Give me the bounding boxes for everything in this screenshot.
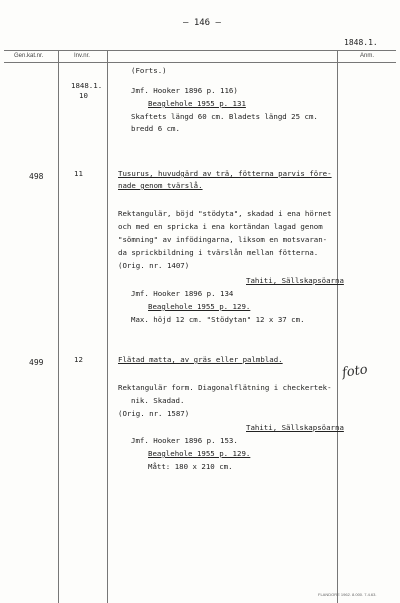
description-line: Rektangulär, böjd "stödyta", skadad i ena hörnet	[118, 209, 332, 218]
inventory-reference: 1848.1.	[71, 81, 103, 90]
page-reference: 1848.1.	[344, 38, 378, 47]
catalog-number: 499	[29, 358, 44, 367]
column-divider-2	[107, 50, 108, 603]
inventory-number: 11	[74, 169, 83, 178]
column-header-genkat: Gen.kat.nr.	[14, 53, 44, 59]
description-line: Rektangulär form. Diagonalflätning i checkertek-	[118, 383, 332, 392]
measurement-line: Max. höjd 12 cm. "Stödytan" 12 x 37 cm.	[131, 315, 305, 324]
column-header-anm: Anm.	[360, 53, 375, 59]
reference-line: Jmf. Hooker 1896 p. 134	[131, 289, 234, 298]
print-footer: FLANDORE 1962. 8.000. 7.4.63.	[318, 592, 377, 597]
item-title: Tusurus, huvudgärd av trä, fötterna parvis före-	[118, 169, 332, 178]
description-line: och med en spricka i ena kortändan lagad genom	[118, 222, 323, 231]
handwritten-annotation: foto	[341, 362, 369, 381]
measurement-line: Mått: 180 x 210 cm.	[148, 462, 233, 471]
reference-line: Jmf. Hooker 1896 p. 116)	[131, 86, 238, 95]
inventory-number: 12	[74, 355, 83, 364]
page-number: – 146 –	[183, 18, 221, 28]
description-line: (Orig. nr. 1407)	[118, 261, 190, 270]
item-title: Flätad matta, av gräs eller palmblad.	[118, 355, 283, 364]
measurement-line: bredd 6 cm.	[131, 124, 180, 133]
reference-line: Beaglehole 1955 p. 129.	[148, 302, 251, 311]
measurement-line: Skaftets längd 60 cm. Bladets längd 25 cm.	[131, 112, 318, 121]
location: Tahiti, Sällskapsöarna	[246, 423, 344, 432]
description-line: nik. Skadad.	[131, 396, 185, 405]
description-line: "sömning" av infödingarna, liksom en motsvaran-	[118, 235, 328, 244]
description-line: (Orig. nr. 1587)	[118, 409, 190, 418]
item-title: nade genom tvärslå.	[118, 181, 203, 190]
inventory-number: 10	[79, 91, 88, 100]
description-line: da sprickbildning i tvärslån mellan fötterna.	[118, 248, 319, 257]
reference-line: Beaglehole 1955 p. 131	[148, 99, 246, 108]
reference-line: Beaglehole 1955 p. 129.	[148, 449, 251, 458]
location: Tahiti, Sällskapsöarna	[246, 276, 344, 285]
column-header-inv: Inv.nr.	[74, 53, 90, 59]
reference-line: Jmf. Hooker 1896 p. 153.	[131, 436, 238, 445]
column-divider-1	[58, 50, 59, 603]
continuation-label: (Forts.)	[131, 66, 167, 75]
column-divider-3	[337, 50, 338, 603]
catalog-number: 498	[29, 172, 44, 181]
